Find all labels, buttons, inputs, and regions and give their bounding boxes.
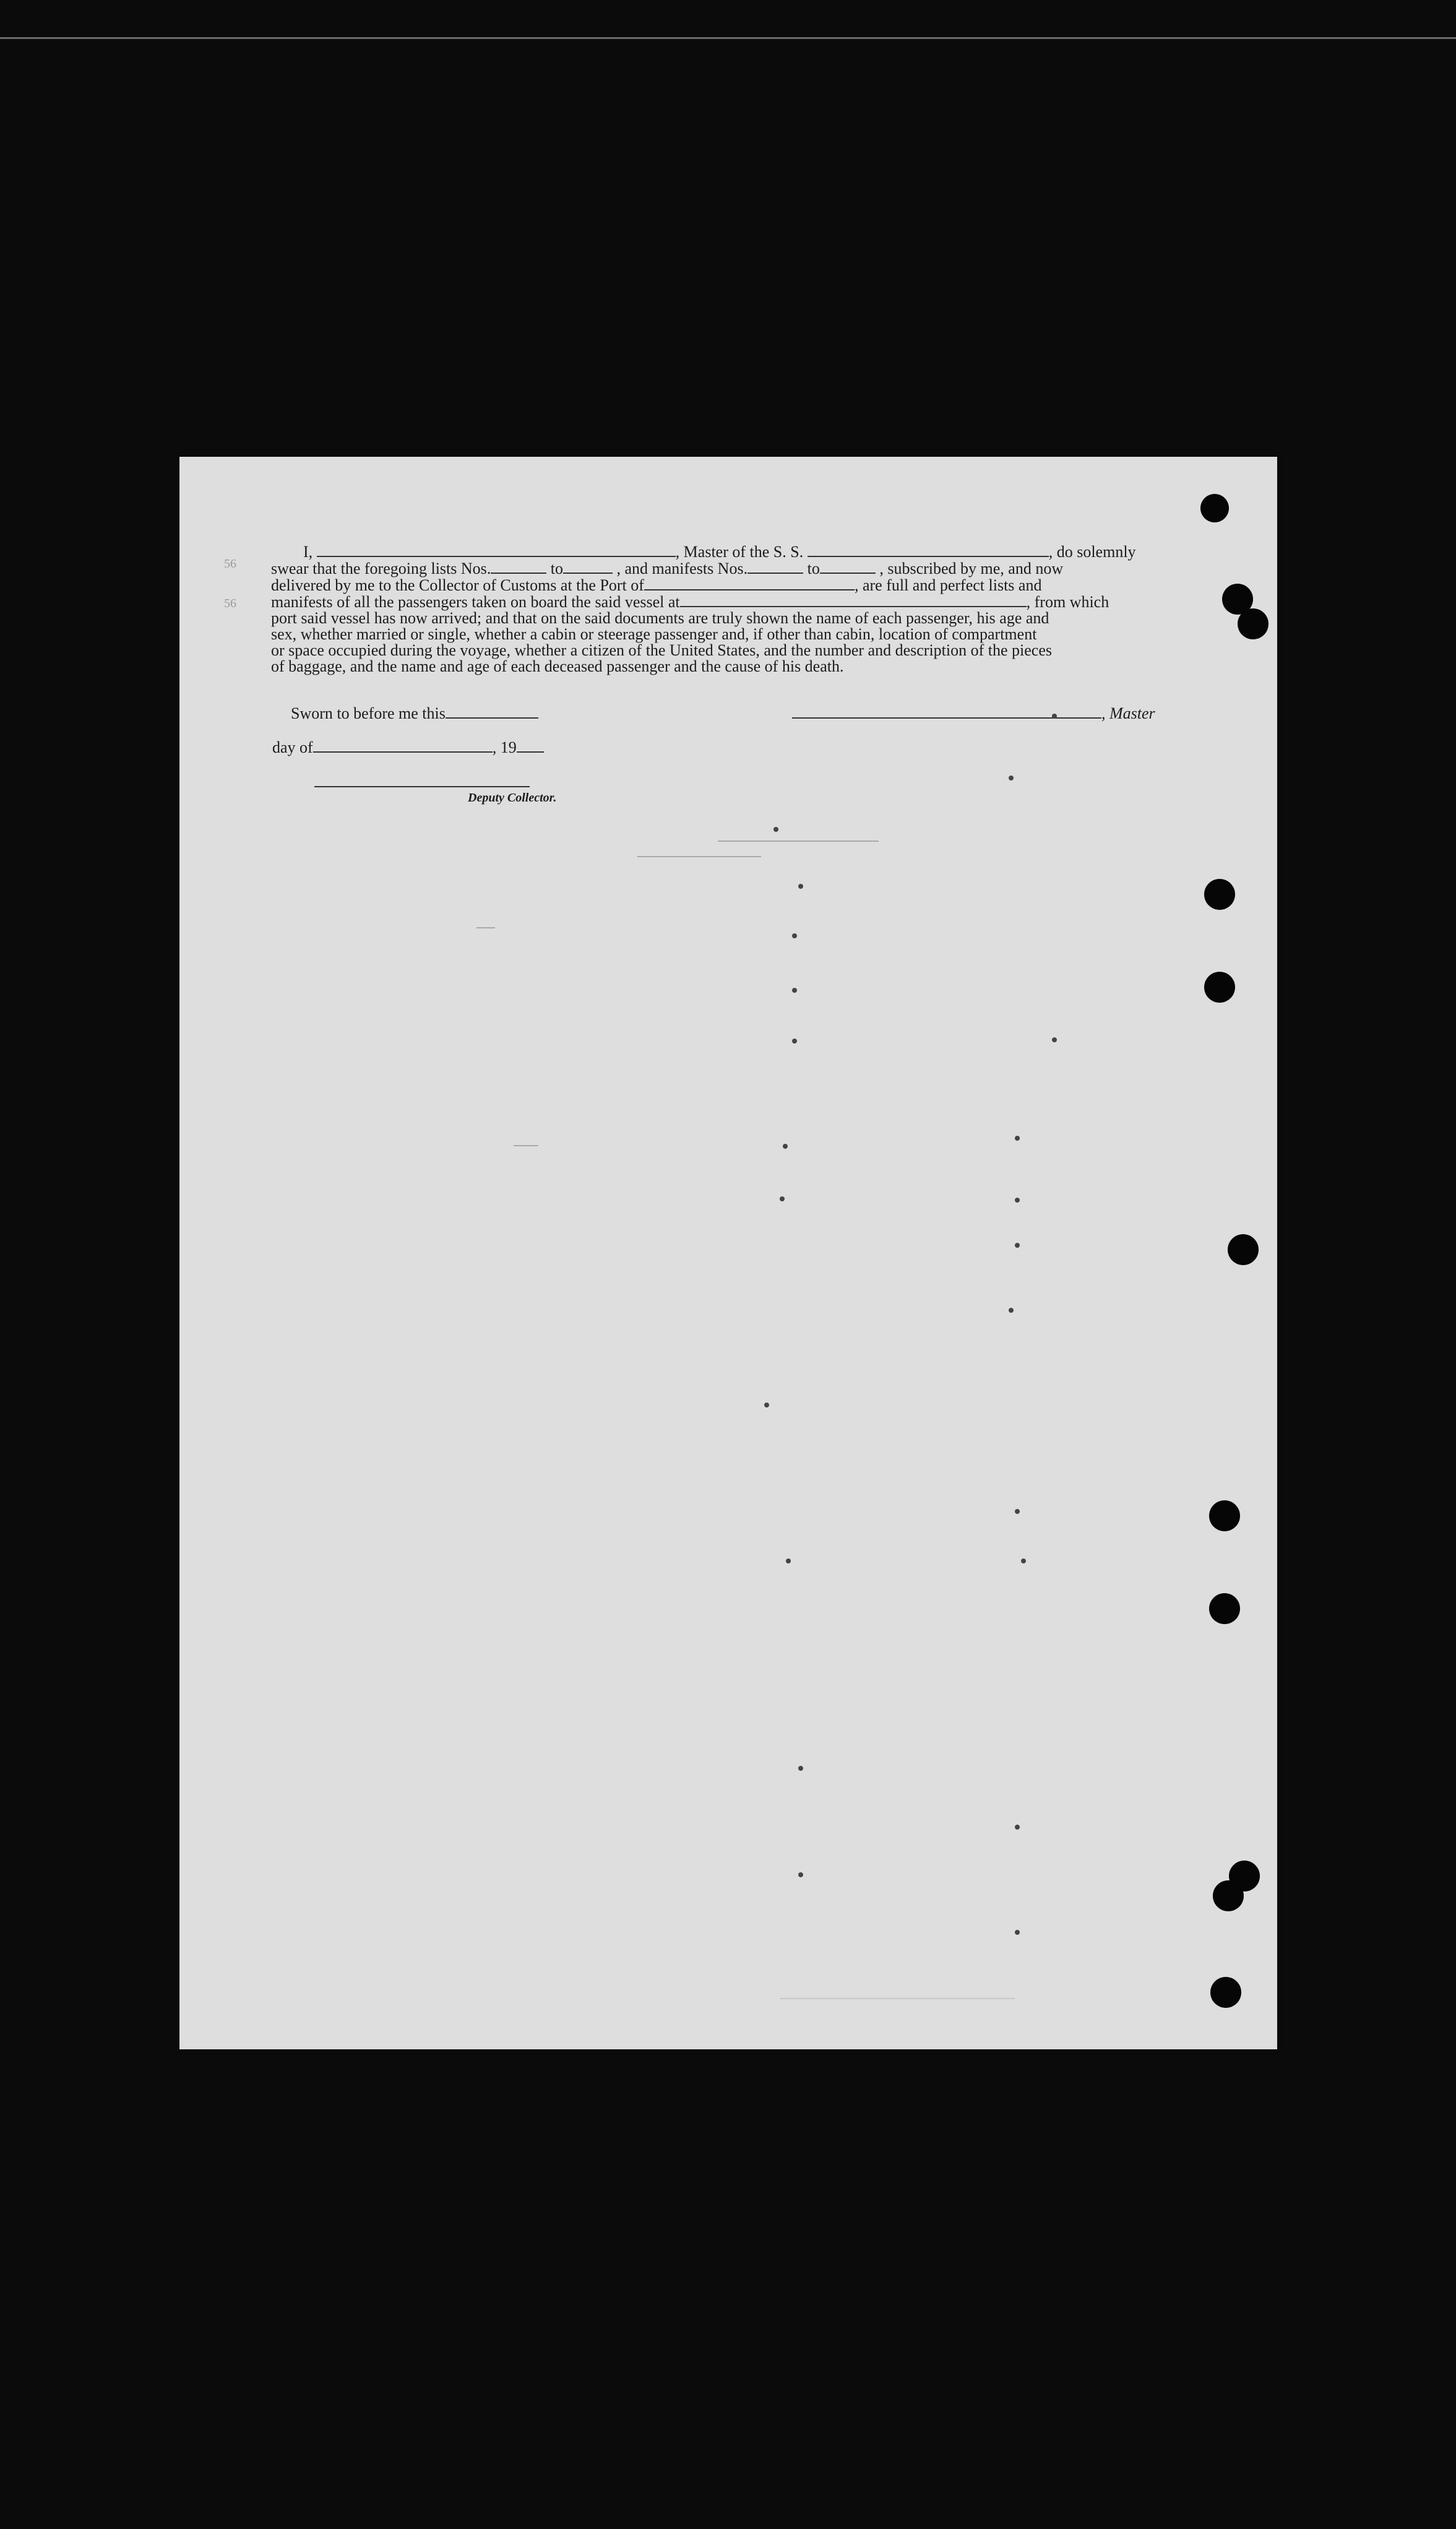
- bleed-through-mark: [514, 1145, 538, 1146]
- bleed-through-dot: [1009, 776, 1014, 780]
- bleed-through-mark: [637, 856, 761, 857]
- punch-hole: [1204, 972, 1235, 1003]
- margin-number: 56: [224, 597, 236, 610]
- punch-hole: [1209, 1593, 1240, 1624]
- bleed-through-dot: [798, 1872, 803, 1877]
- oath-line-6: sex, whether married or single, whether a cabin or steerage passenger and, if other than cabin, location of compartment: [271, 625, 1037, 643]
- punch-hole: [1200, 494, 1229, 522]
- bleed-through-dot: [1015, 1825, 1020, 1830]
- bleed-through-dot: [1052, 714, 1057, 719]
- bleed-through-dot: [798, 1766, 803, 1771]
- bleed-through-dot: [1015, 1509, 1020, 1514]
- bleed-through-dot: [1021, 1558, 1026, 1563]
- master-signature-line: , Master: [792, 704, 1155, 723]
- punch-hole: [1209, 1500, 1240, 1531]
- film-frame-top-rule: [0, 37, 1456, 39]
- margin-number: 56: [224, 557, 236, 571]
- bleed-through-dot: [1015, 1136, 1020, 1141]
- oath-line-4: manifests of all the passengers taken on board the said vessel at , from which: [271, 593, 1109, 611]
- master-oath-text: [271, 543, 1174, 675]
- day-of-line: day of , 19: [272, 738, 544, 757]
- bleed-through-dot: [792, 1039, 797, 1044]
- oath-line-1: I, , Master of the S. S. , do solemnly: [303, 543, 1136, 561]
- oath-line-7: or space occupied during the voyage, whether a citizen of the United States, and the number and description of the pieces: [271, 641, 1053, 659]
- punch-hole: [1228, 1234, 1259, 1265]
- bleed-through-dot: [1015, 1930, 1020, 1935]
- punch-hole: [1210, 1977, 1241, 2008]
- bleed-through-dot: [764, 1403, 769, 1407]
- bleed-through-dot: [1052, 1037, 1057, 1042]
- bleed-through-dot: [773, 827, 778, 832]
- manifest-page: [179, 457, 1277, 2049]
- oath-line-3: delivered by me to the Collector of Customs at the Port of , are full and perfect lists and: [271, 576, 1042, 594]
- deputy-collector-label: Deputy Collector.: [468, 791, 557, 805]
- deputy-collector-signature-line: [314, 786, 530, 787]
- bleed-through-dot: [1009, 1308, 1014, 1313]
- bleed-through-dot: [798, 884, 803, 889]
- bleed-through-mark: [476, 927, 495, 928]
- oath-line-5: port said vessel has now arrived; and that on the said documents are truly shown the name of each passenger, his age and: [271, 609, 1049, 627]
- oath-line-8: of baggage, and the name and age of each deceased passenger and the cause of his death.: [271, 657, 844, 675]
- sworn-statement: Sworn to before me this: [291, 704, 538, 723]
- bleed-through-dot: [780, 1196, 785, 1201]
- bleed-through-dot: [1015, 1243, 1020, 1248]
- bleed-through-dot: [792, 933, 797, 938]
- bleed-through-dot: [1015, 1198, 1020, 1203]
- punch-hole: [1204, 879, 1235, 910]
- punch-hole: [1213, 1880, 1244, 1911]
- bleed-through-mark: [780, 1998, 1015, 1999]
- punch-hole: [1238, 608, 1269, 639]
- bleed-through-dot: [792, 988, 797, 993]
- bleed-through-dot: [783, 1144, 788, 1149]
- bleed-through-dot: [786, 1558, 791, 1563]
- oath-line-2: swear that the foregoing lists Nos. to , and manifests Nos. to , subscribed by me, and now: [271, 560, 1064, 577]
- bleed-through-mark: [718, 841, 879, 842]
